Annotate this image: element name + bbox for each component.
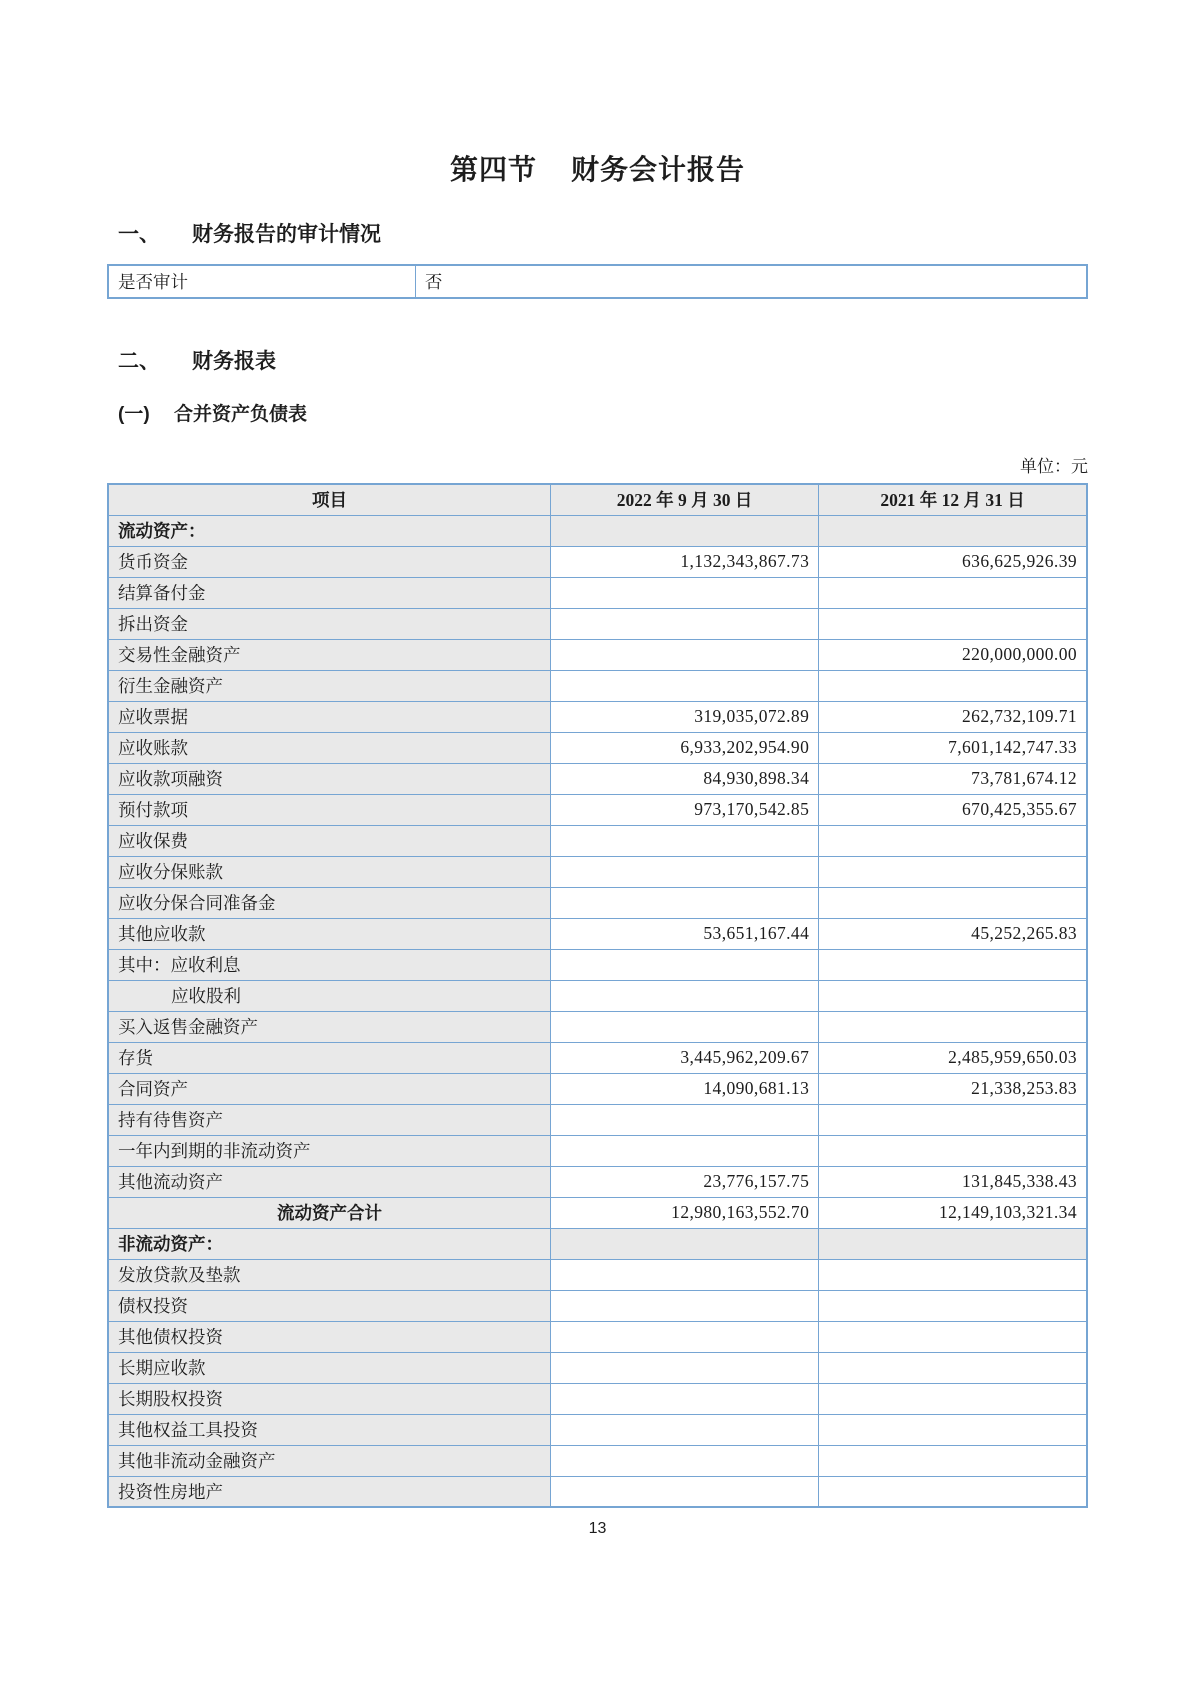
table-row [108, 1352, 1087, 1383]
table-row [108, 1259, 1087, 1290]
row-label: 应收款项融资 [108, 763, 551, 794]
value-prior: 7,601,142,747.33 [819, 732, 1087, 763]
value-prior: 12,149,103,321.34 [819, 1197, 1087, 1228]
value-current [551, 825, 819, 856]
column-header-date-current: 2022 年 9 月 30 日 [551, 484, 819, 515]
table-row [108, 1197, 1087, 1228]
unit-label: 单位：元 [1020, 457, 1088, 476]
row-label: 货币资金 [108, 546, 551, 577]
table-row [108, 1011, 1087, 1042]
page-number: 13 [588, 1520, 607, 1537]
value-prior [819, 1383, 1087, 1414]
subheading-balance-sheet-number: (一) [118, 404, 150, 425]
row-label: 应收保费 [108, 825, 551, 856]
page-title-section-number: 第四节 [449, 154, 537, 185]
value-current [551, 1383, 819, 1414]
table-row [108, 515, 1087, 546]
value-prior [819, 577, 1087, 608]
table-row [108, 825, 1087, 856]
row-label: 应收票据 [108, 701, 551, 732]
section-heading-statements-text: 财务报表 [192, 350, 276, 373]
section-heading-statements [107, 345, 1088, 375]
table-row [108, 1104, 1087, 1135]
row-label: 买入返售金融资产 [108, 1011, 551, 1042]
value-current: 53,651,167.44 [551, 918, 819, 949]
value-current [551, 1445, 819, 1476]
value-current [551, 1290, 819, 1321]
value-current [551, 670, 819, 701]
table-row [108, 639, 1087, 670]
row-label: 拆出资金 [108, 608, 551, 639]
row-label: 流动资产： [108, 515, 551, 546]
table-row [108, 1476, 1087, 1507]
value-current [551, 608, 819, 639]
table-row [108, 670, 1087, 701]
row-label: 预付款项 [108, 794, 551, 825]
value-current [551, 1011, 819, 1042]
value-prior [819, 1476, 1087, 1507]
section-heading-statements-number: 二、 [118, 350, 160, 373]
row-label: 投资性房地产 [108, 1476, 551, 1507]
value-prior: 45,252,265.83 [819, 918, 1087, 949]
value-prior [819, 1228, 1087, 1259]
value-prior [819, 887, 1087, 918]
value-prior [819, 1352, 1087, 1383]
value-current [551, 1414, 819, 1445]
table-row [108, 763, 1087, 794]
table-row [108, 856, 1087, 887]
row-label: 结算备付金 [108, 577, 551, 608]
audit-answer-cell: 否 [415, 265, 1087, 298]
row-label: 非流动资产： [108, 1228, 551, 1259]
value-current [551, 1228, 819, 1259]
value-prior [819, 608, 1087, 639]
row-label: 债权投资 [108, 1290, 551, 1321]
row-label: 长期股权投资 [108, 1383, 551, 1414]
value-prior [819, 949, 1087, 980]
table-row [108, 1228, 1087, 1259]
table-row [108, 794, 1087, 825]
value-current [551, 980, 819, 1011]
column-header-date-prior: 2021 年 12 月 31 日 [819, 484, 1087, 515]
value-prior: 73,781,674.12 [819, 763, 1087, 794]
row-label: 其他应收款 [108, 918, 551, 949]
value-prior [819, 670, 1087, 701]
value-prior: 220,000,000.00 [819, 639, 1087, 670]
value-current [551, 1476, 819, 1507]
value-current [551, 1135, 819, 1166]
table-row [108, 1135, 1087, 1166]
value-prior: 670,425,355.67 [819, 794, 1087, 825]
value-prior [819, 1104, 1087, 1135]
value-current [551, 887, 819, 918]
value-prior [819, 1290, 1087, 1321]
table-row [108, 701, 1087, 732]
value-current [551, 949, 819, 980]
table-row [108, 1166, 1087, 1197]
table-row [108, 608, 1087, 639]
table-row [108, 980, 1087, 1011]
value-prior [819, 1011, 1087, 1042]
table-row [108, 546, 1087, 577]
row-label: 长期应收款 [108, 1352, 551, 1383]
table-row [108, 887, 1087, 918]
table-row [108, 577, 1087, 608]
row-label: 其他权益工具投资 [108, 1414, 551, 1445]
value-current: 84,930,898.34 [551, 763, 819, 794]
value-current: 3,445,962,209.67 [551, 1042, 819, 1073]
row-label: 其他非流动金融资产 [108, 1445, 551, 1476]
audit-status-table [107, 264, 1088, 299]
table-row [108, 949, 1087, 980]
row-label: 发放贷款及垫款 [108, 1259, 551, 1290]
value-prior: 21,338,253.83 [819, 1073, 1087, 1104]
subheading-balance-sheet [107, 399, 1088, 426]
value-current: 6,933,202,954.90 [551, 732, 819, 763]
table-row [108, 1073, 1087, 1104]
value-current: 12,980,163,552.70 [551, 1197, 819, 1228]
value-current [551, 856, 819, 887]
value-prior: 131,845,338.43 [819, 1166, 1087, 1197]
value-current [551, 639, 819, 670]
row-label: 应收股利 [108, 980, 551, 1011]
row-label: 应收分保账款 [108, 856, 551, 887]
page-title-text: 财务会计报告 [571, 154, 746, 185]
value-current: 973,170,542.85 [551, 794, 819, 825]
table-row [108, 265, 1087, 298]
section-heading-audit [107, 218, 1088, 248]
value-prior: 262,732,109.71 [819, 701, 1087, 732]
balance-sheet-rows [108, 515, 1087, 1507]
row-label: 应收账款 [108, 732, 551, 763]
table-row [108, 1290, 1087, 1321]
row-label: 其他流动资产 [108, 1166, 551, 1197]
subheading-balance-sheet-text: 合并资产负债表 [174, 404, 308, 425]
value-current: 23,776,157.75 [551, 1166, 819, 1197]
value-prior [819, 1259, 1087, 1290]
table-row [108, 732, 1087, 763]
value-current [551, 577, 819, 608]
row-label: 应收分保合同准备金 [108, 887, 551, 918]
value-current [551, 1321, 819, 1352]
value-current [551, 1259, 819, 1290]
section-heading-audit-text: 财务报告的审计情况 [192, 223, 381, 246]
value-prior [819, 856, 1087, 887]
header-row [108, 484, 1087, 515]
value-prior [819, 825, 1087, 856]
value-prior [819, 1445, 1087, 1476]
value-current [551, 1104, 819, 1135]
value-prior [819, 980, 1087, 1011]
page-title [107, 148, 1088, 188]
table-row [108, 1445, 1087, 1476]
row-label: 其中：应收利息 [108, 949, 551, 980]
row-label: 衍生金融资产 [108, 670, 551, 701]
table-row [108, 1321, 1087, 1352]
audit-question-cell: 是否审计 [108, 265, 415, 298]
table-row [108, 1383, 1087, 1414]
value-prior [819, 1321, 1087, 1352]
value-prior [819, 1414, 1087, 1445]
table-row [108, 1042, 1087, 1073]
value-current [551, 1352, 819, 1383]
value-prior [819, 515, 1087, 546]
row-label: 流动资产合计 [108, 1197, 551, 1228]
value-current: 319,035,072.89 [551, 701, 819, 732]
row-label: 合同资产 [108, 1073, 551, 1104]
row-label: 存货 [108, 1042, 551, 1073]
balance-sheet-table [107, 483, 1088, 1508]
row-label: 持有待售资产 [108, 1104, 551, 1135]
value-current: 1,132,343,867.73 [551, 546, 819, 577]
value-prior: 636,625,926.39 [819, 546, 1087, 577]
row-label: 一年内到期的非流动资产 [108, 1135, 551, 1166]
table-row [108, 918, 1087, 949]
value-current: 14,090,681.13 [551, 1073, 819, 1104]
value-prior [819, 1135, 1087, 1166]
value-prior: 2,485,959,650.03 [819, 1042, 1087, 1073]
row-label: 交易性金融资产 [108, 639, 551, 670]
row-label: 其他债权投资 [108, 1321, 551, 1352]
section-heading-audit-number: 一、 [118, 223, 160, 246]
table-row [108, 1414, 1087, 1445]
column-header-item: 项目 [108, 484, 551, 515]
value-current [551, 515, 819, 546]
